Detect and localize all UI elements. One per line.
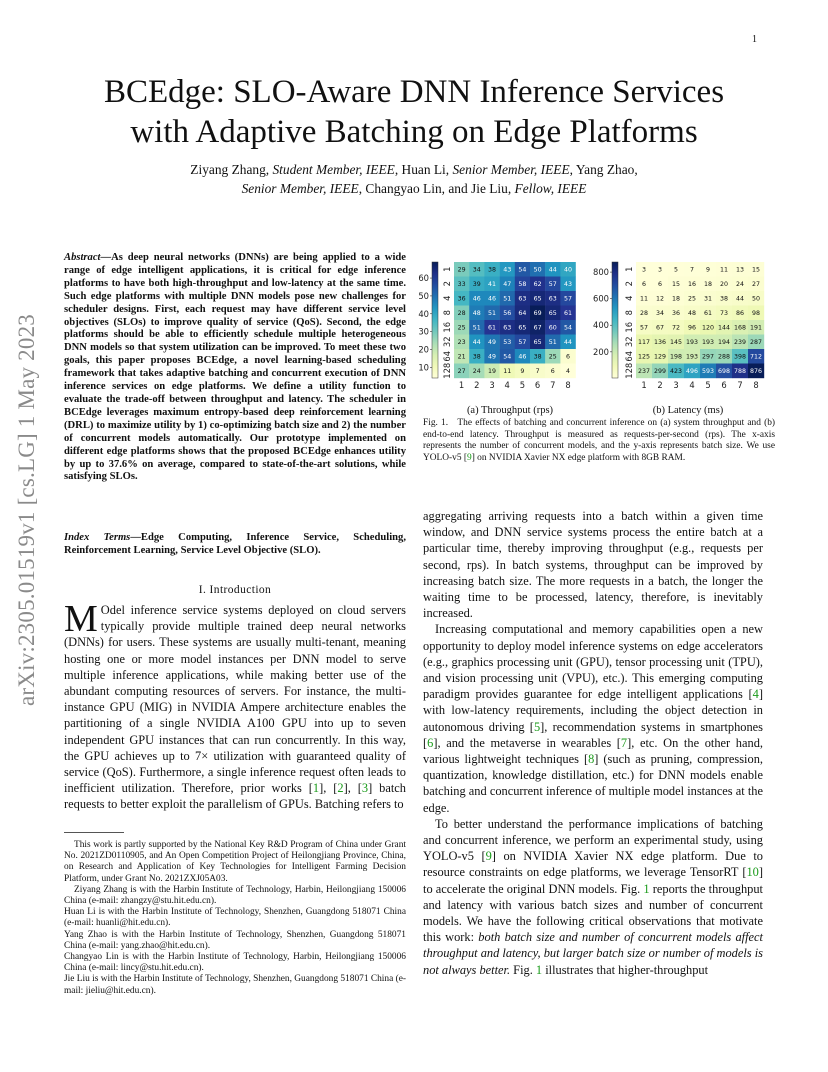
heatmap-cell-label: 51 [472, 324, 481, 332]
x-tick-label: 6 [721, 380, 727, 390]
heatmap-cell-label: 3 [657, 266, 663, 274]
x-tick-label: 3 [673, 380, 679, 390]
heatmap-cell-label: 15 [751, 266, 761, 274]
heatmap-cell-label: 129 [653, 353, 667, 361]
heatmap-cell-label: 63 [548, 295, 557, 303]
heatmap-cell-label: 51 [487, 309, 497, 317]
heatmap-cell-label: 194 [717, 338, 731, 346]
heatmap-cell-label: 49 [487, 338, 497, 346]
heatmap-cell-label: 5 [673, 266, 679, 274]
y-tick-label: 64 [442, 350, 452, 362]
y-tick-label: 128 [442, 362, 452, 379]
heatmap-cell-label: 6 [657, 280, 663, 288]
x-tick-label: 4 [504, 380, 510, 390]
heatmap-cell-label: 287 [749, 338, 763, 346]
drop-cap: M [64, 598, 98, 640]
heatmap-cell-label: 53 [503, 338, 512, 346]
footnote-author-zhang: Ziyang Zhang is with the Harbin Institute of Technology, Harbin, Heilongjiang 150006 China (e-mail: zhangzy@stu.hit.edu.cn). [64, 884, 406, 907]
x-tick-label: 2 [474, 380, 480, 390]
heatmap-cell-label: 50 [751, 295, 761, 303]
heatmap-cell-label: 6 [565, 353, 571, 361]
x-tick-label: 7 [737, 380, 743, 390]
page-number: 1 [752, 34, 757, 45]
x-tick-label: 2 [657, 380, 663, 390]
heatmap-cell-label: 191 [749, 324, 763, 332]
figure-1-heatmaps [418, 258, 774, 393]
x-tick-label: 1 [458, 380, 465, 390]
heatmap-cell-label: 9 [520, 367, 525, 375]
heatmap-cell-label: 398 [733, 353, 747, 361]
heatmap-cell-label: 64 [518, 309, 527, 317]
heatmap-cell-label: 193 [701, 338, 715, 346]
heatmap-cell-label: 31 [703, 295, 713, 303]
heatmap-cell-label: 44 [548, 266, 557, 274]
heatmap-cell-label: 198 [669, 353, 683, 361]
heatmap-cell-label: 299 [653, 367, 667, 375]
heatmap-cell-label: 69 [533, 309, 542, 317]
heatmap-cell-label: 712 [749, 353, 763, 361]
heatmap-cell-label: 47 [503, 280, 512, 288]
x-tick-label: 5 [519, 380, 526, 390]
heatmap-cell-label: 98 [751, 309, 761, 317]
heatmap-cell-label: 43 [563, 280, 573, 288]
heatmap-cell-label: 36 [457, 295, 466, 303]
heatmap-cell-label: 23 [457, 338, 466, 346]
y-tick-label: 1 [442, 266, 452, 272]
y-tick-label: 32 [624, 336, 634, 348]
heatmap-cell-label: 36 [671, 309, 681, 317]
heatmap-cell-label: 297 [701, 353, 715, 361]
abstract-label: Abstract [64, 252, 101, 263]
heatmap-cell-label: 54 [563, 324, 573, 332]
heatmap-cell-label: 40 [563, 266, 573, 274]
heatmap-cell-label: 496 [685, 367, 699, 375]
heatmap-cell-label: 12 [655, 295, 665, 303]
heatmap-cell-label: 6 [550, 367, 555, 375]
heatmap-cell-label: 38 [719, 295, 729, 303]
heatmap-cell-label: 27 [457, 367, 466, 375]
heatmap-cell-label: 63 [503, 324, 512, 332]
heatmap-cell-label: 4 [565, 367, 571, 375]
y-tick-label: 4 [442, 295, 452, 301]
heatmap-cell-label: 193 [685, 353, 699, 361]
heatmap-cell-label: 62 [533, 280, 542, 288]
heatmap-cell-label: 15 [671, 280, 681, 288]
heatmap-cell-label: 60 [548, 324, 557, 332]
y-tick-label: 16 [624, 321, 634, 333]
heatmap-cell-label: 423 [669, 367, 683, 375]
heatmap-cell-label: 34 [472, 266, 481, 274]
heatmap-cell-label: 28 [457, 309, 466, 317]
x-tick-label: 6 [534, 380, 541, 390]
heatmap-cell-label: 46 [472, 295, 481, 303]
heatmap-cell-label: 86 [735, 309, 745, 317]
intro-paragraph [64, 598, 407, 813]
colorbar-tick-label: 800 [593, 267, 609, 278]
footnote-author-zhao: Yang Zhao is with the Harbin Institute of Technology, Shenzhen, Guangdong 518071 China (e-mail: yang.zhao@hit.edu.cn). [64, 929, 406, 951]
y-tick-label: 2 [624, 281, 634, 287]
heatmap-cell-label: 16 [687, 280, 697, 288]
heatmap-cell-label: 51 [548, 338, 557, 346]
abstract-text: —As deep neural networks (DNNs) are being applied to a wide range of edge intelligent applications, it is critical for edge inference platforms to have both high-throughput and low-latency at the same time. Such edge platforms with multiple DNN models pose new challenges for scheduler designs. First, each request may have different service level objectives (SLOs) to improve quality of service (QoS). Second, the edge platforms should be able to efficiently schedule multiple heterogeneous DNN models so that system utilization can be improved. To meet these two goals, this paper proposes BCEdge, a novel learning-based scheduling framework that takes adaptive batching and concurrent execution of DNN inference services on edge platforms. We define a utility function to evaluate the trade-off between throughput and latency. The scheduler in BCEdge leverages maximum entropy-based deep reinforcement learning (DRL) to maximize utility by 1) co-optimizing batch size and 2) the number of concurrent models automatically. Our prototype implemented on different edge platforms shows that the proposed BCEdge enhances utility by up to 37.6% on average, compared to state-of-the-art solutions, while satisfying SLOs. [64, 252, 406, 483]
heatmap-cell-label: 44 [563, 338, 573, 346]
heatmap-cell-label: 239 [733, 338, 747, 346]
heatmap-cell-label: 120 [701, 324, 715, 332]
heatmap-cell-label: 44 [472, 338, 481, 346]
paragraph-edge-accelerators: Increasing computational and memory capabilities open a new opportunity to deploy model inference systems on edge accelerators (e.g., graphics processing unit (GPU), tensor processing unit (TPU), and vision processing unit (VPU), etc.). This emerging computing paradigm provides guarantee for edge intelligent applications [4] with low-latency requirements, including the object detection in autonomous driving [5], recommendation systems in smartphones [6], and the metaverse in wearables [7], etc. On the other hand, various lightweight techniques [8] (such as pruning, compression, quantization, knowledge distillation, etc.) for DNN models enable batching and concurrent inference of multiple model instances at the edge. [423, 622, 763, 815]
y-tick-label: 128 [624, 362, 634, 379]
heatmap-cell-label: 117 [637, 338, 651, 346]
heatmap-cell-label: 20 [719, 280, 729, 288]
heatmap-cell-label: 145 [669, 338, 683, 346]
heatmap-cell-label: 48 [687, 309, 697, 317]
y-tick-label: 4 [624, 295, 634, 301]
heatmap-cell-label: 96 [687, 324, 697, 332]
heatmap-cell-label: 19 [487, 367, 497, 375]
heatmap-cell-label: 73 [719, 309, 729, 317]
heatmap-cell-label: 46 [518, 353, 527, 361]
author-list [60, 160, 768, 198]
colorbar [432, 262, 438, 378]
heatmap-cell-label: 56 [503, 309, 512, 317]
heatmap-cell-label: 876 [749, 367, 763, 375]
heatmap-cell-label: 7 [535, 367, 540, 375]
index-terms-label: Index Terms [64, 532, 131, 543]
arxiv-identifier: arXiv:2305.01519v1 [cs.LG] 1 May 2023 [14, 314, 39, 706]
figure-1 [418, 258, 774, 416]
x-tick-label: 3 [489, 380, 495, 390]
colorbar-tick-label: 50 [418, 290, 429, 301]
heatmap-cell-label: 61 [487, 324, 497, 332]
heatmap-cell-label: 72 [671, 324, 681, 332]
heatmap-cell-label: 65 [533, 295, 542, 303]
colorbar-tick-label: 600 [593, 293, 609, 304]
title-line-1: BCEdge: SLO-Aware DNN Inference Services [103, 74, 725, 110]
y-tick-label: 2 [442, 281, 452, 287]
right-column-body [423, 508, 763, 978]
intro-text: Odel inference service systems deployed on cloud servers typically provide multiple trained deep neural networks (DNNs) for users. These systems are usually multi-tenant, meaning hosting one or more model instances per DNN model to serve multiple inference applications, while making better use of the abundant computing resources of servers. For instance, the multi-instance GPU (MIG) in NVIDIA Ampere architecture enables the partitioning of a single NVIDIA A100 GPU into up to seven independent GPU instances that can run concurrently. In this way, the GPU achieves up to 7× utilization with guaranteed quality of service (QoS). Furthermore, a single inference request often leads to inefficient utilization. Therefore, prior works [1], [2], [3] batch requests to better exploit the parallelism of GPUs. Batching refers to [64, 603, 407, 812]
heatmap-cell-label: 39 [472, 280, 481, 288]
heatmap-cell-label: 29 [457, 266, 466, 274]
y-tick-label: 64 [624, 350, 634, 362]
heatmap-cell-label: 57 [639, 324, 649, 332]
heatmap-cell-label: 3 [641, 266, 647, 274]
heatmap-cell-label: 11 [503, 367, 512, 375]
colorbar-tick-label: 40 [418, 308, 429, 319]
colorbar [612, 262, 618, 378]
x-tick-label: 8 [565, 380, 571, 390]
y-tick-label: 32 [442, 336, 452, 348]
colorbar-tick-label: 10 [418, 362, 429, 373]
heatmap-cell-label: 9 [705, 266, 711, 274]
x-tick-label: 4 [689, 380, 695, 390]
heatmap-cell-label: 24 [735, 280, 745, 288]
heatmap-cell-label: 7 [689, 266, 695, 274]
section-heading-introduction: I. Introduction [198, 584, 272, 596]
arxiv-side-stamp [12, 270, 42, 750]
y-tick-label: 1 [624, 266, 634, 272]
figure-1-caption: Fig. 1. The effects of batching and concurrent inference on (a) system throughput and (b) end-to-end latency. Throughput is measured as requests-per-second (rps). The x-axis represents the number of concurrent models, and the y-axis represents batch size. We use YOLO-v5 [9] on NVIDIA Xavier NX edge platform with 8GB RAM. [423, 418, 775, 463]
heatmap-cell-label: 33 [457, 280, 466, 288]
heatmap-cell-label: 136 [653, 338, 667, 346]
heatmap-cell-label: 11 [639, 295, 649, 303]
heatmap-cell-label: 63 [518, 295, 527, 303]
footnote-rule [64, 832, 124, 833]
heatmap-cell-label: 46 [487, 295, 497, 303]
y-tick-label: 8 [442, 310, 452, 316]
paper-title [60, 72, 768, 152]
heatmap-cell-label: 38 [533, 353, 542, 361]
footnote-author-li: Huan Li is with the Harbin Institute of Technology, Shenzhen, Guangdong 518071 China (e-mail: huanli@hit.edu.cn). [64, 907, 406, 929]
heatmap-cell-label: 698 [717, 367, 731, 375]
heatmap-cell-label: 54 [518, 266, 527, 274]
heatmap-cell-label: 193 [685, 338, 699, 346]
heatmap-cell-label: 237 [637, 367, 651, 375]
title-line-2: with Adaptive Batching on Edge Platforms [130, 114, 698, 150]
heatmap-cell-label: 57 [563, 295, 573, 303]
heatmap-cell-label: 593 [701, 367, 715, 375]
colorbar-tick-label: 400 [593, 320, 609, 331]
subfigure-a-label: (a) Throughput (rps) [466, 405, 554, 416]
index-terms-text: —Edge Computing, Inference Service, Scheduling, Reinforcement Learning, Service Level Objective (SLO). [64, 532, 406, 556]
heatmap-cell-label: 67 [533, 324, 542, 332]
x-tick-label: 7 [550, 380, 556, 390]
x-tick-label: 5 [705, 380, 711, 390]
y-tick-label: 8 [624, 310, 634, 316]
heatmap-cell-label: 65 [533, 338, 542, 346]
heatmap-cell-label: 27 [751, 280, 761, 288]
heatmap-throughput [418, 262, 575, 390]
heatmap-cell-label: 41 [487, 280, 497, 288]
x-tick-label: 1 [641, 380, 647, 390]
heatmap-cell-label: 25 [548, 353, 557, 361]
heatmap-cell-label: 144 [717, 324, 731, 332]
paragraph-experimental-study: To better understand the performance implications of batching and concurrent inference, we perform an experimental study, using YOLO-v5 [9] on NVIDIA Xavier NX edge platform. Due to resource constraints on edge platforms, we leverage TensorRT [10] to accelerate the original DNN models. Fig. 1 reports the throughput and latency with various batch sizes and number of concurrent models. We have the following critical observations that motivate this work: both batch size and number of concurrent models affect throughput and latency, but larger batch size or number of models is not always better. Fig. 1 illustrates that higher-throughput [423, 816, 764, 977]
heatmap-cell-label: 61 [563, 309, 573, 317]
heatmap-cell-label: 24 [472, 367, 481, 375]
heatmap-cell-label: 18 [703, 280, 713, 288]
footnote-author-liu: Jie Liu is with the Harbin Institute of Technology, Shenzhen, Guangdong 518071 China (e-mail: jieliu@hit.edu.cn). [64, 974, 406, 996]
heatmap-cell-label: 21 [457, 353, 466, 361]
heatmap-cell-label: 48 [472, 309, 481, 317]
heatmap-cell-label: 11 [719, 266, 729, 274]
heatmap-cell-label: 168 [733, 324, 747, 332]
heatmap-cell-label: 57 [548, 280, 557, 288]
footnote-author-lin: Changyao Lin is with the Harbin Institute of Technology, Harbin, Heilongjiang 150006 China (e-mail: lincy@stu.hit.edu.cn). [64, 952, 406, 974]
authors-line-1: Ziyang Zhang, Student Member, IEEE, Huan Li, Senior Member, IEEE, Yang Zhao, [190, 162, 638, 177]
heatmap-cell-label: 57 [518, 338, 527, 346]
footnotes [64, 840, 406, 997]
heatmap-cell-label: 65 [548, 309, 557, 317]
heatmap-cell-label: 49 [487, 353, 497, 361]
heatmap-cell-label: 28 [639, 309, 649, 317]
heatmap-cell-label: 44 [735, 295, 745, 303]
colorbar-tick-label: 30 [418, 326, 429, 337]
heatmap-cell-label: 50 [533, 266, 542, 274]
heatmap-cell-label: 54 [503, 353, 512, 361]
heatmap-cell-label: 25 [687, 295, 697, 303]
heatmap-cell-label: 61 [703, 309, 713, 317]
heatmap-cell-label: 65 [518, 324, 527, 332]
abstract [64, 252, 406, 484]
heatmap-cell-label: 288 [717, 353, 731, 361]
heatmap-cell-label: 34 [655, 309, 665, 317]
x-tick-label: 8 [753, 380, 759, 390]
heatmap-cell-label: 18 [671, 295, 681, 303]
heatmap-cell-label: 6 [641, 280, 647, 288]
subfigure-b-label: (b) Latency (ms) [652, 405, 724, 416]
paragraph-batching: aggregating arriving requests into a batch within a given time window, and DNN service systems process the entire batch at a particular time, thereby improving throughput (e.g., requests per second, rps). In batch systems, throughput can be improved by increasing batch size. The more requests in a batch, the longer the waiting time to be processed, latency, therefore, is inevitably increased. [423, 509, 763, 621]
heatmap-cell-label: 43 [503, 266, 512, 274]
index-terms [64, 532, 406, 558]
colorbar-tick-label: 200 [593, 346, 609, 357]
footnote-funding: This work is partly supported by the National Key R&D Program of China under Grant No. 2021ZD0110905, and An Open Competition Project of Heilongjiang Province, China, on Research and Application of Key Technologies for Intelligent Farming Decision Platform, under Grant No. 2021ZXJ05A03. [64, 840, 406, 884]
heatmap-latency [593, 262, 764, 390]
heatmap-cell-label: 13 [735, 266, 745, 274]
heatmap-cell-label: 58 [518, 280, 527, 288]
heatmap-cell-label: 25 [457, 324, 466, 332]
heatmap-cell-label: 38 [472, 353, 481, 361]
heatmap-cell-label: 38 [487, 266, 497, 274]
heatmap-cell-label: 67 [655, 324, 665, 332]
authors-line-2: Senior Member, IEEE, Changyao Lin, and Jie Liu, Fellow, IEEE [241, 181, 587, 196]
heatmap-cell-label: 788 [733, 367, 747, 375]
colorbar-tick-label: 60 [418, 273, 429, 284]
heatmap-cell-label: 51 [503, 295, 512, 303]
colorbar-tick-label: 20 [418, 344, 429, 355]
y-tick-label: 16 [442, 321, 452, 333]
heatmap-cell-label: 125 [637, 353, 651, 361]
